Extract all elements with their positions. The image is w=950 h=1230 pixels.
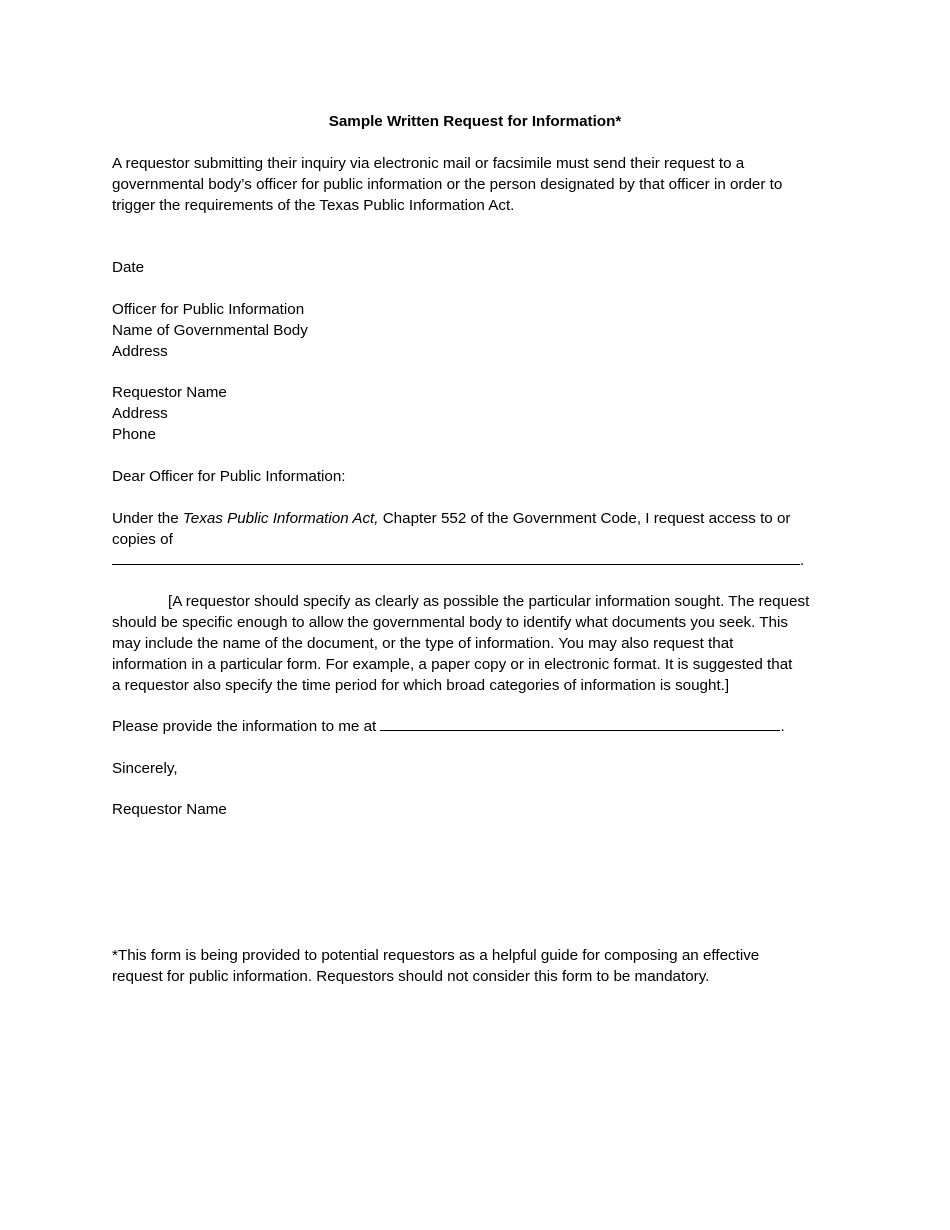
guidance-line: may include the name of the document, or the type of information. You may also request that [112, 635, 734, 652]
guidance-line: information in a particular form. For example, a paper copy or in electronic format. It is suggested that [112, 656, 793, 673]
guidance-paragraph [112, 591, 852, 696]
recipient-body-name: Name of Governmental Body [112, 322, 308, 339]
guidance-line: should be specific enough to allow the governmental body to identify what documents you seek. This [112, 614, 788, 631]
delivery-line [112, 716, 842, 737]
recipient-officer: Officer for Public Information [112, 301, 305, 318]
intro-line: trigger the requirements of the Texas Public Information Act. [112, 197, 515, 214]
request-line: copies of [112, 531, 173, 548]
sender-block [112, 382, 842, 445]
blank-period: . [780, 718, 785, 735]
sender-name: Requestor Name [112, 384, 227, 401]
salutation: Dear Officer for Public Information: [112, 468, 346, 485]
act-name: Texas Public Information Act, [182, 510, 379, 527]
closing: Sincerely, [112, 760, 178, 777]
footnote-line: request for public information. Requestors should not consider this form to be mandatory. [112, 968, 710, 985]
request-paragraph [112, 508, 842, 571]
intro-line: governmental body’s officer for public information or the person designated by that officer in order to [112, 176, 783, 193]
delivery-prefix: Please provide the information to me at [112, 718, 381, 735]
request-line [112, 508, 842, 529]
blank-period: . [800, 552, 805, 569]
sender-address: Address [112, 405, 168, 422]
information-requested-blank[interactable] [112, 550, 800, 565]
document-title: Sample Written Request for Information* [328, 113, 622, 130]
recipient-address: Address [112, 343, 168, 360]
footnote [112, 945, 842, 987]
request-blank-line [112, 550, 842, 571]
intro-paragraph [112, 153, 842, 216]
sender-phone: Phone [112, 426, 156, 443]
signature: Requestor Name [112, 801, 227, 818]
request-suffix: Chapter 552 of the Government Code, I request access to or [378, 510, 791, 527]
guidance-line: [A requestor should specify as clearly as possible the particular information sought. The request [168, 593, 810, 610]
recipient-block [112, 299, 842, 362]
intro-line: A requestor submitting their inquiry via electronic mail or facsimile must send their request to a [112, 155, 745, 172]
footnote-line: *This form is being provided to potential requestors as a helpful guide for composing an effective [112, 947, 760, 964]
guidance-line: a requestor also specify the time period for which broad categories of information is sought.] [112, 677, 730, 694]
delivery-address-blank[interactable] [380, 716, 780, 731]
date-line: Date [112, 259, 145, 276]
request-prefix: Under the [112, 510, 183, 527]
